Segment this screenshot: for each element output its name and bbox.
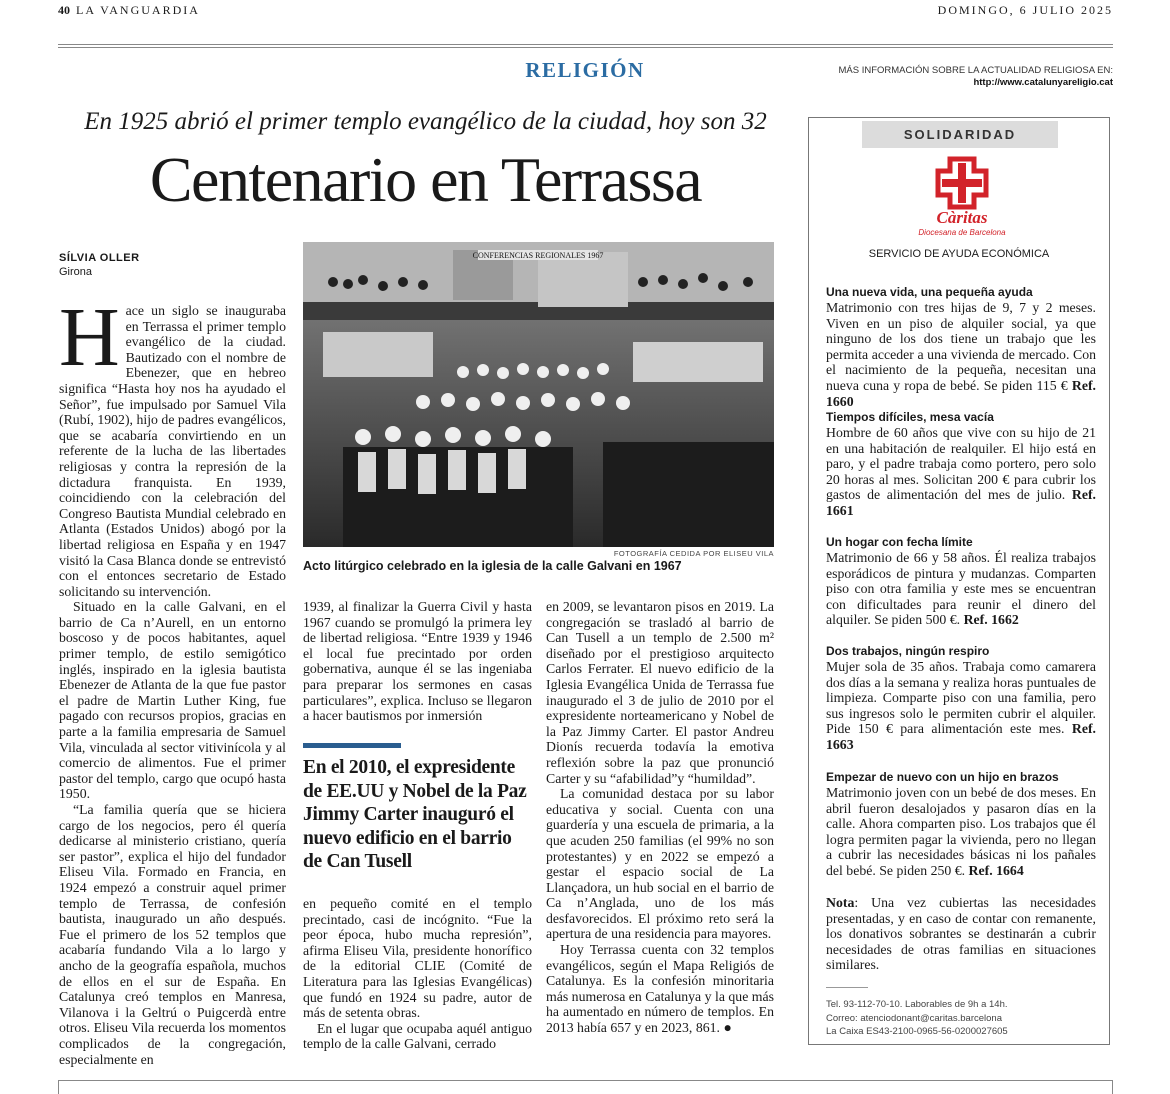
- article-paragraph: Hoy Terrassa cuenta con 32 templos evangélicos, según el Mapa Religiós de Catalunya. Es la confesión minoritaria más numerosa en Catalunya y la que más ha aumentado en número de templos. En 2013 había 657 y en 2023, 861. ●: [546, 942, 774, 1036]
- article-headline: Centenario en Terrassa: [149, 144, 702, 215]
- article-column-3: [546, 599, 774, 1036]
- section-label: RELIGIÓN: [525, 58, 645, 82]
- note-label: Nota: [826, 895, 855, 910]
- case-text: Mujer sola de 35 años. Trabaja como camarera dos días a la semana y realiza horas puntuales de limpieza. Comparte piso con una familia, pero sus ingresos solo le permiten cubrir el alquiler. Pide 150 € para alimentación este mes.: [826, 659, 1096, 737]
- case-title: Un hogar con fecha límite: [826, 535, 973, 549]
- article-subheadline: En 1925 abrió el primer templo evangélico de la ciudad, hoy son 32: [84, 108, 767, 135]
- header-rule: [58, 44, 1113, 48]
- page-header-left: [58, 3, 200, 18]
- author-name: SÍLVIA OLLER: [59, 252, 140, 264]
- logo-name: Càritas: [936, 208, 988, 227]
- case-item: [826, 644, 1096, 753]
- case-note: [826, 895, 1096, 973]
- case-ref: Ref. 1664: [968, 862, 1024, 878]
- case-text: Matrimonio de 66 y 58 años. Él realiza trabajos esporádicos de pintura y mudanzas. Comparten piso con otra familia y este mes se encuentran con dificultades para reunir el dinero del alquiler. Se piden 500 €.: [826, 550, 1096, 628]
- end-mark-icon: ●: [723, 1020, 732, 1036]
- article-paragraph: Situado en la calle Galvani, en el barrio de Ca n’Aurell, en un entorno boscoso y de pocos habitantes, aquel primer templo, de estilo semigótico inglés, inspirado en la iglesia bautista Ebenezer de Atlanta de la que fue pastor el padre de Martin Luther King, fue pagado con recursos propios, gracias en parte a la familia empresaria de Samuel Vila, vinculada al sector vitivinícola y al comercio de alimentos. Fue el primer pastor del templo, cargo que ocupó hasta 1950.: [59, 599, 286, 802]
- contact-info: [826, 998, 1008, 1039]
- more-info-link[interactable]: http://www.catalunyareligio.cat: [973, 77, 1113, 88]
- byline: [59, 251, 140, 279]
- drop-cap: H: [59, 291, 120, 384]
- photo-caption: Acto litúrgico celebrado en la iglesia de la calle Galvani en 1967: [303, 559, 682, 573]
- case-text: Matrimonio con tres hijas de 9, 7 y 2 meses. Viven en un piso de alquiler social, ya que ninguno de los dos tiene un trabajo que les permita acceder a una vivienda de mercado. Con el nacimiento de la pequeña, necesitan una nueva cuna y ropa de bebé. Se piden 115 €: [826, 300, 1096, 393]
- more-info-text: MÁS INFORMACIÓN SOBRE LA ACTUALIDAD RELIGIOSA EN:: [838, 65, 1113, 76]
- pull-quote: En el 2010, el expresidente de EE.UU y Nobel de la Paz Jimmy Carter inauguró el nuevo edificio en el barrio de Can Tusell: [303, 757, 527, 872]
- photo-credit: FOTOGRAFÍA CEDIDA POR ELISEU VILA: [613, 549, 774, 558]
- solidarity-label: SOLIDARIDAD: [862, 121, 1058, 148]
- article-column-2-top: [303, 599, 532, 724]
- page-date: DOMINGO, 6 JULIO 2025: [937, 3, 1113, 17]
- more-info: [838, 65, 1113, 89]
- article-paragraph: en 2009, se levantaron pisos en 2019. La congregación se trasladó al barrio de Can Tusell a un templo de 2.500 m² diseñado por el prestigioso arquitecto Carlos Ferrater. El nuevo edificio de la Iglesia Evangélica Unida de Terrassa fue inaugurado el 3 de julio de 2010 por el expresidente norteamericano y Nobel de la Paz Jimmy Carter. El pastor Andreu Dionís recuerda todavía la emotiva reflexión sobre la paz que pronunció Carter y su “afabilidad”y “humildad”.: [546, 599, 774, 786]
- case-item: [826, 285, 1096, 409]
- case-title: Una nueva vida, una pequeña ayuda: [826, 285, 1033, 299]
- pull-quote-bar: [303, 743, 401, 748]
- article-paragraph: “La familia quería que se hiciera cargo de los negocios, pero él quería dedicarse al ministerio cristiano, quería ser pastor”, explica el hijo del fundador Eliseu Vila. Formado en Francia, en 1924 empezó a construir aquel primer templo de Terrassa, de confesión bautista, inaugurado un año después. Fue el primero de los 52 templos que acabaría fundando Vila a lo largo y ancho de la geografía española, muchos de ellos en el sur de España. En Catalunya creó templos en Manresa, Vilanova i la Geltrú o Puigcerdà entre otros. Eliseu Vila recuerda los momentos complicados de la congregación, especialmente en: [59, 802, 286, 1067]
- article-paragraph: 1939, al finalizar la Guerra Civil y hasta 1967 cuando se promulgó la primera ley de libertad religiosa. “Entre 1939 y 1946 el local fue precintado por orden gobernativa, aunque él se las ingeniaba para preparar los sermones en casas particulares”, explica. Incluso se llegaron a hacer bautismos por inmersión: [303, 599, 532, 724]
- newspaper-name: LA VANGUARDIA: [76, 3, 200, 17]
- contact-email[interactable]: Correo: atenciodonant@caritas.barcelona: [826, 1012, 1002, 1024]
- case-item: [826, 535, 1096, 628]
- service-title: SERVICIO DE AYUDA ECONÓMICA: [868, 248, 1050, 260]
- article-column-1: [59, 291, 286, 1067]
- case-ref: Ref. 1662: [963, 612, 1019, 628]
- logo-sub: Diocesana de Barcelona: [918, 228, 1006, 237]
- article-paragraph: En el lugar que ocupaba aquél antiguo templo de la calle Galvani, cerrado: [303, 1020, 532, 1052]
- note-text: : Una vez cubiertas las necesidades presentadas, y en caso de contar con remanente, los donativos sobrantes se destinarán a cubrir necesidades de otras familias en situaciones similares.: [826, 895, 1096, 973]
- author-location: Girona: [59, 266, 93, 278]
- case-text: Matrimonio joven con un bebé de dos meses. En abril fueron desalojados y pasaron días en la calle. Ahora comparten piso. Los trabajos que él logra permiten pagar la vivienda, pero no llegan a cubrir las necesidades básicas ni los pañales del bebé. Se piden 250 €.: [826, 785, 1096, 878]
- contact-phone: Tel. 93-112-70-10. Laborables de 9h a 14h.: [826, 999, 1008, 1010]
- article-paragraph: La comunidad destaca por su labor educativa y social. Cuenta con una guardería y una escuela de primaria, a la que acuden 250 familias (el 99% no son protestantes) y en 2022 se empezó a gestar el espacio social de La Llançadora, un hub social en el barrio de Ca n’Anglada, uno de los más desfavorecidos. El próximo reto será la apertura de una residencia para mayores.: [546, 786, 774, 942]
- article-paragraph: Hace un siglo se inauguraba en Terrassa el primer templo evangélico de la ciudad. Bautizado con el nombre de Ebenezer, que en hebreo significa “Hasta hoy nos ha ayudado el Señor”, fue impulsado por Samuel Vila (Rubí, 1902), hijo de padres evangélicos, que se acabaría convirtiendo en un referente de la lucha de las libertades religiosas y contra la represión de la dictadura franquista. En 1939, coincidiendo con la celebración del Congreso Bautista Mundial celebrado en Atlanta (Estados Unidos) abogó por la libertad religiosa en España y en 1947 visitó la Casa Blanca donde se entrevistó con el entonces secretario de Estado solicitando su intervención.: [59, 291, 286, 599]
- caritas-logo: [912, 155, 1012, 241]
- case-item: [826, 770, 1096, 879]
- footer-rule: [58, 1080, 1113, 1094]
- case-ref: Ref. 1660: [826, 377, 1096, 409]
- contact-bank: La Caixa ES43-2100-0965-56-0200027605: [826, 1026, 1008, 1037]
- case-title: Empezar de nuevo con un hijo en brazos: [826, 770, 1059, 784]
- article-paragraph: en pequeño comité en el templo precintado, casi de incógnito. “Fue la peor época, hubo mucha represión”, afirma Eliseu Vila, presidente honorífico de la editorial CLIE (Comité de Literatura para las Iglesias Evangélicas) que fundó en 1924 su padre, autor de más de setenta obras.: [303, 896, 532, 1021]
- article-photo: [303, 242, 774, 547]
- case-title: Dos trabajos, ningún respiro: [826, 644, 990, 658]
- article-column-2-bottom: [303, 896, 532, 1052]
- contact-divider: [826, 987, 868, 988]
- photo-banner-text: CONFERENCIAS REGIONALES 1967: [472, 251, 604, 260]
- case-ref: Ref. 1663: [826, 721, 1096, 752]
- case-item: [826, 410, 1096, 519]
- case-text: Hombre de 60 años que vive con su hijo de 21 en una habitación de realquiler. El hijo está en paro, y el padre trabaja como portero, pero solo 20 horas al mes. Solicitan 200 € para cubrir los gastos de alimentación del mes de julio.: [826, 425, 1096, 503]
- case-ref: Ref. 1661: [826, 487, 1096, 518]
- case-title: Tiempos difíciles, mesa vacía: [826, 410, 994, 424]
- page-number: 40: [58, 3, 70, 17]
